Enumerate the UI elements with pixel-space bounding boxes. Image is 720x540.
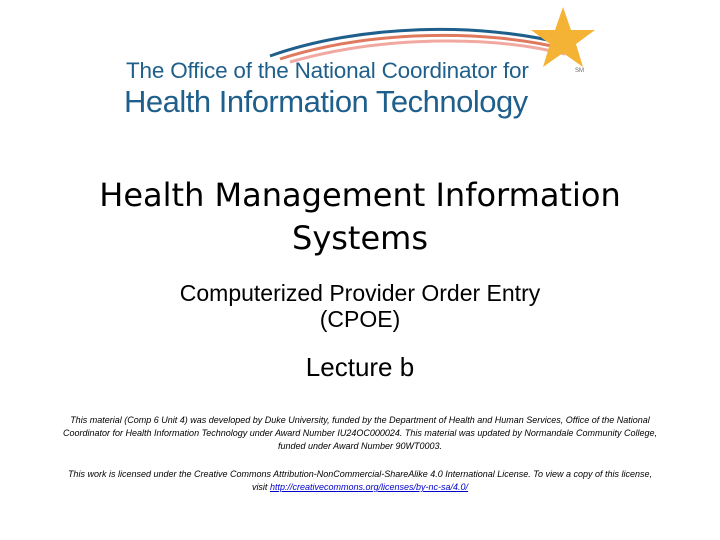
funding-statement: This material (Comp 6 Unit 4) was developed by Duke University, funded by the Department of Health and Human Services, Office of the National Coordinator for Health Information Technology under Award Number IU24OC000024. This material was updated by Normandale Community College, funded under Award Number 90WT0003. <box>63 415 657 451</box>
logo-service-mark: SM <box>575 68 584 74</box>
slide-subtitle <box>0 280 720 332</box>
slide-subtitle-line2: (CPOE) <box>319 306 401 332</box>
slide-title-line2: Systems <box>292 219 428 257</box>
slide-title-line1: Health Management Information <box>99 176 621 214</box>
slide-subtitle-line1: Computerized Provider Order Entry <box>179 280 541 306</box>
license-statement <box>60 468 660 494</box>
lecture-label: Lecture b <box>305 352 415 382</box>
license-link[interactable]: http://creativecommons.org/licenses/by-nc-sa/4.0/ <box>269 482 469 492</box>
license-text: This work is licensed under the Creative Commons Attribution-NonCommercial-ShareAlike 4.0 International License. To view a copy of this license, visit <box>67 469 653 492</box>
logo-text-hit: Health Information Technology <box>124 84 528 119</box>
logo-text-office: The Office of the National Coordinator for <box>126 58 529 83</box>
onc-logo <box>120 4 600 120</box>
slide-title <box>0 174 720 260</box>
star-icon <box>531 7 595 67</box>
